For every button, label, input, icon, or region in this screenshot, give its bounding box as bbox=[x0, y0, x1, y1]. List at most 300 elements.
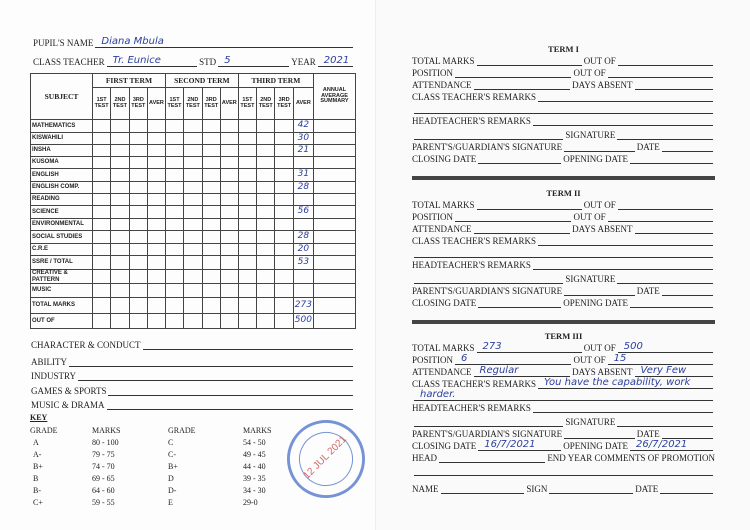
mark-cell[interactable]: 20 bbox=[293, 244, 313, 256]
mark-cell[interactable]: 53 bbox=[293, 256, 313, 270]
std-value[interactable]: 5 bbox=[218, 57, 289, 67]
mark-cell[interactable] bbox=[111, 256, 129, 270]
mark-cell[interactable] bbox=[202, 133, 220, 145]
form-line bbox=[412, 391, 715, 401]
absent-label: DAYS ABSENT bbox=[572, 367, 633, 377]
year-value[interactable]: 2021 bbox=[318, 57, 353, 67]
position-field[interactable] bbox=[455, 68, 571, 78]
mark-cell[interactable] bbox=[275, 298, 293, 314]
mark-cell[interactable] bbox=[148, 244, 166, 256]
annual-cell[interactable] bbox=[314, 219, 356, 231]
mark-cell[interactable] bbox=[257, 284, 275, 298]
mark-cell[interactable] bbox=[184, 244, 202, 256]
mark-cell[interactable] bbox=[238, 145, 256, 157]
headteacher-remarks-field[interactable] bbox=[533, 403, 713, 413]
attendance-field[interactable]: Regular bbox=[474, 367, 571, 377]
mark-cell[interactable] bbox=[220, 194, 238, 206]
signature-field[interactable] bbox=[617, 130, 713, 140]
mark-cell[interactable] bbox=[202, 120, 220, 133]
mark-cell[interactable] bbox=[93, 145, 111, 157]
parent-signature-field[interactable] bbox=[564, 429, 635, 439]
attendance-field[interactable] bbox=[474, 224, 571, 234]
mark-cell[interactable] bbox=[293, 194, 313, 206]
mark-cell[interactable] bbox=[220, 298, 238, 314]
absent-label: DAYS ABSENT bbox=[572, 80, 633, 90]
mark-cell[interactable] bbox=[184, 314, 202, 329]
conduct-field[interactable] bbox=[108, 386, 353, 396]
mark-cell[interactable]: 56 bbox=[293, 206, 313, 219]
pupil-name[interactable]: Diana Mbula bbox=[95, 38, 353, 48]
std-label: STD bbox=[199, 57, 217, 67]
mark-cell[interactable] bbox=[257, 120, 275, 133]
mark-cell[interactable] bbox=[202, 145, 220, 157]
annual-cell[interactable] bbox=[314, 169, 356, 182]
position-out-of-field[interactable]: 15 bbox=[608, 355, 713, 365]
mark-cell[interactable] bbox=[257, 145, 275, 157]
mark-cell[interactable] bbox=[93, 182, 111, 194]
mark-cell[interactable] bbox=[220, 270, 238, 284]
mark-cell[interactable] bbox=[220, 120, 238, 133]
mark-cell[interactable] bbox=[184, 206, 202, 219]
mark-cell[interactable] bbox=[220, 244, 238, 256]
remarks-continued-field[interactable] bbox=[414, 248, 713, 258]
mark-cell[interactable] bbox=[275, 244, 293, 256]
mark-cell[interactable] bbox=[220, 169, 238, 182]
mark-cell[interactable] bbox=[165, 256, 183, 270]
position-out-of-field[interactable] bbox=[608, 212, 713, 222]
mark-cell[interactable] bbox=[257, 231, 275, 244]
mark-cell[interactable] bbox=[111, 133, 129, 145]
mark-cell[interactable] bbox=[257, 314, 275, 329]
mark-cell[interactable] bbox=[202, 157, 220, 169]
mark-cell[interactable] bbox=[220, 314, 238, 329]
sign-field[interactable] bbox=[549, 484, 633, 494]
mark-cell[interactable] bbox=[293, 284, 313, 298]
class-teacher-remarks-field[interactable] bbox=[538, 236, 713, 246]
mark-cell[interactable] bbox=[111, 231, 129, 244]
annual-cell[interactable] bbox=[314, 145, 356, 157]
key-marks: 49 - 45 bbox=[243, 450, 266, 459]
mark-cell[interactable] bbox=[111, 314, 129, 329]
position-field[interactable]: 6 bbox=[455, 355, 571, 365]
mark-cell[interactable] bbox=[184, 270, 202, 284]
parent-signature-field[interactable] bbox=[564, 286, 635, 296]
mark-cell[interactable] bbox=[93, 194, 111, 206]
annual-cell[interactable] bbox=[314, 244, 356, 256]
mark-cell[interactable] bbox=[129, 256, 147, 270]
mark-cell[interactable] bbox=[93, 314, 111, 329]
signature-field[interactable] bbox=[617, 417, 713, 427]
opening-date-field[interactable] bbox=[630, 298, 713, 308]
table-row bbox=[31, 120, 356, 133]
mark-cell[interactable] bbox=[129, 219, 147, 231]
mark-cell[interactable] bbox=[238, 133, 256, 145]
conduct-field[interactable] bbox=[78, 371, 353, 381]
attendance-field[interactable] bbox=[474, 80, 571, 90]
mark-cell[interactable] bbox=[238, 231, 256, 244]
mark-cell[interactable] bbox=[257, 244, 275, 256]
total-marks-field[interactable] bbox=[477, 200, 582, 210]
date-label: DATE bbox=[635, 484, 659, 494]
mark-cell[interactable] bbox=[148, 169, 166, 182]
mark-cell[interactable] bbox=[275, 182, 293, 194]
mark-cell[interactable] bbox=[111, 145, 129, 157]
mark-cell[interactable] bbox=[148, 120, 166, 133]
form-line bbox=[412, 154, 715, 164]
mark-cell[interactable] bbox=[238, 314, 256, 329]
mark-cell[interactable] bbox=[165, 157, 183, 169]
mark-cell[interactable] bbox=[202, 169, 220, 182]
date-field[interactable] bbox=[662, 286, 713, 296]
mark-cell[interactable] bbox=[111, 284, 129, 298]
mark-cell[interactable] bbox=[165, 194, 183, 206]
headteacher-remarks-field[interactable] bbox=[533, 116, 713, 126]
mark-cell[interactable] bbox=[93, 244, 111, 256]
mark-cell[interactable] bbox=[148, 256, 166, 270]
mark-cell[interactable] bbox=[238, 256, 256, 270]
mark-cell[interactable] bbox=[238, 244, 256, 256]
blank-field[interactable] bbox=[414, 274, 563, 284]
subcol-header: 3RD TEST bbox=[129, 88, 147, 120]
mark-cell[interactable] bbox=[165, 314, 183, 329]
closing-date-field[interactable]: 16/7/2021 bbox=[478, 441, 561, 451]
mark-cell[interactable] bbox=[275, 270, 293, 284]
opening-date-field[interactable] bbox=[630, 154, 713, 164]
mark-cell[interactable] bbox=[148, 157, 166, 169]
mark-cell[interactable] bbox=[275, 206, 293, 219]
mark-cell[interactable] bbox=[165, 206, 183, 219]
mark-cell[interactable] bbox=[257, 256, 275, 270]
outof-label: OUT OF bbox=[573, 212, 606, 222]
table-row bbox=[31, 219, 356, 231]
mark-cell[interactable] bbox=[111, 120, 129, 133]
position-out-of-field[interactable] bbox=[608, 68, 713, 78]
mark-cell[interactable] bbox=[184, 182, 202, 194]
subject-name: MATHEMATICS bbox=[31, 120, 93, 133]
mark-cell[interactable] bbox=[257, 298, 275, 314]
mark-cell[interactable] bbox=[202, 256, 220, 270]
mark-cell[interactable] bbox=[202, 298, 220, 314]
mark-cell[interactable] bbox=[111, 244, 129, 256]
name-field[interactable] bbox=[441, 484, 525, 494]
mark-cell[interactable] bbox=[129, 206, 147, 219]
teacher-name[interactable]: Tr. Eunice bbox=[107, 57, 198, 67]
mark-cell[interactable] bbox=[129, 231, 147, 244]
mark-cell[interactable] bbox=[220, 231, 238, 244]
mark-cell[interactable] bbox=[275, 133, 293, 145]
headteacher-remarks-field[interactable] bbox=[533, 260, 713, 270]
mark-cell[interactable] bbox=[238, 157, 256, 169]
mark-cell[interactable] bbox=[93, 169, 111, 182]
out-of-field[interactable]: 500 bbox=[618, 343, 713, 353]
annual-cell[interactable] bbox=[314, 256, 356, 270]
mark-cell[interactable] bbox=[129, 270, 147, 284]
mark-cell[interactable] bbox=[184, 120, 202, 133]
mark-cell[interactable] bbox=[220, 157, 238, 169]
signature-label: SIGNATURE bbox=[565, 417, 616, 427]
mark-cell[interactable] bbox=[184, 133, 202, 145]
mark-cell[interactable] bbox=[293, 219, 313, 231]
mark-cell[interactable] bbox=[257, 270, 275, 284]
mark-cell[interactable] bbox=[257, 206, 275, 219]
mark-cell[interactable]: 42 bbox=[293, 120, 313, 133]
mark-cell[interactable] bbox=[148, 206, 166, 219]
annual-cell[interactable] bbox=[314, 231, 356, 244]
subject-name: KISWAHILI bbox=[31, 133, 93, 145]
mark-cell[interactable]: 273 bbox=[293, 298, 313, 314]
mark-cell[interactable] bbox=[184, 145, 202, 157]
mark-cell[interactable] bbox=[275, 194, 293, 206]
mark-cell[interactable] bbox=[129, 169, 147, 182]
days-absent-field[interactable] bbox=[635, 80, 713, 90]
mark-cell[interactable] bbox=[148, 145, 166, 157]
mark-cell[interactable] bbox=[93, 284, 111, 298]
mark-cell[interactable] bbox=[220, 284, 238, 298]
head-label: HEAD bbox=[412, 453, 437, 463]
mark-cell[interactable] bbox=[238, 120, 256, 133]
annual-cell[interactable] bbox=[314, 284, 356, 298]
table-row bbox=[31, 244, 356, 256]
mark-cell[interactable] bbox=[238, 270, 256, 284]
opening-date-field[interactable]: 26/7/2021 bbox=[630, 441, 713, 451]
mark-cell[interactable] bbox=[111, 169, 129, 182]
conduct-label: INDUSTRY bbox=[31, 371, 77, 381]
mark-cell[interactable] bbox=[257, 182, 275, 194]
mark-cell[interactable] bbox=[129, 182, 147, 194]
annual-cell[interactable] bbox=[314, 194, 356, 206]
mark-cell[interactable] bbox=[111, 298, 129, 314]
mark-cell[interactable] bbox=[220, 206, 238, 219]
form-line bbox=[412, 274, 715, 284]
closing-date-field[interactable] bbox=[478, 154, 561, 164]
mark-cell[interactable] bbox=[238, 169, 256, 182]
mark-cell[interactable] bbox=[184, 298, 202, 314]
mark-cell[interactable] bbox=[202, 270, 220, 284]
mark-cell[interactable] bbox=[202, 314, 220, 329]
mark-cell[interactable] bbox=[238, 182, 256, 194]
mark-cell[interactable] bbox=[93, 231, 111, 244]
mark-cell[interactable]: 21 bbox=[293, 145, 313, 157]
mark-cell[interactable] bbox=[184, 169, 202, 182]
out-of-field[interactable] bbox=[618, 56, 713, 66]
annual-cell[interactable] bbox=[314, 206, 356, 219]
mark-cell[interactable] bbox=[202, 194, 220, 206]
conduct-field[interactable] bbox=[143, 340, 353, 350]
mark-cell[interactable] bbox=[148, 133, 166, 145]
mark-cell[interactable] bbox=[202, 284, 220, 298]
class-teacher-remarks-field[interactable] bbox=[538, 92, 713, 102]
mark-cell[interactable] bbox=[275, 120, 293, 133]
conduct-field[interactable] bbox=[69, 357, 353, 367]
mark-cell[interactable] bbox=[275, 314, 293, 329]
mark-cell[interactable] bbox=[220, 256, 238, 270]
key-grade: A bbox=[33, 438, 39, 447]
term-title: TERM I bbox=[548, 44, 579, 54]
mark-cell[interactable] bbox=[202, 231, 220, 244]
mark-cell[interactable] bbox=[293, 157, 313, 169]
subject-name: SOCIAL STUDIES bbox=[31, 231, 93, 244]
mark-cell[interactable] bbox=[238, 284, 256, 298]
mark-cell[interactable] bbox=[220, 145, 238, 157]
outof-label: OUT OF bbox=[583, 343, 616, 353]
mark-cell[interactable] bbox=[129, 314, 147, 329]
blank-field[interactable] bbox=[414, 130, 563, 140]
mark-cell[interactable] bbox=[129, 244, 147, 256]
subject-name: OUT OF bbox=[31, 314, 93, 329]
mark-cell[interactable] bbox=[184, 256, 202, 270]
head-field[interactable] bbox=[439, 453, 545, 463]
days-absent-field[interactable] bbox=[635, 224, 713, 234]
mark-cell[interactable] bbox=[165, 120, 183, 133]
mark-cell[interactable]: 500 bbox=[293, 314, 313, 329]
mark-cell[interactable] bbox=[275, 219, 293, 231]
mark-cell[interactable]: 30 bbox=[293, 133, 313, 145]
mark-cell[interactable] bbox=[129, 298, 147, 314]
mark-cell[interactable] bbox=[184, 231, 202, 244]
mark-cell[interactable] bbox=[165, 231, 183, 244]
mark-cell[interactable] bbox=[165, 145, 183, 157]
mark-cell[interactable] bbox=[257, 157, 275, 169]
mark-cell[interactable] bbox=[148, 219, 166, 231]
mark-cell[interactable] bbox=[93, 133, 111, 145]
annual-cell[interactable] bbox=[314, 270, 356, 284]
signature-field[interactable] bbox=[617, 274, 713, 284]
mark-cell[interactable] bbox=[238, 206, 256, 219]
mark-cell[interactable] bbox=[129, 157, 147, 169]
table-row bbox=[31, 256, 356, 270]
mark-cell[interactable] bbox=[257, 133, 275, 145]
mark-cell[interactable] bbox=[129, 284, 147, 298]
mark-cell[interactable] bbox=[202, 182, 220, 194]
mark-cell[interactable] bbox=[111, 194, 129, 206]
annual-cell[interactable] bbox=[314, 314, 356, 329]
date-field[interactable] bbox=[662, 429, 713, 439]
date-field[interactable] bbox=[662, 142, 713, 152]
out-of-field[interactable] bbox=[618, 200, 713, 210]
mark-cell[interactable] bbox=[238, 194, 256, 206]
mark-cell[interactable] bbox=[202, 206, 220, 219]
days-absent-field[interactable]: Very Few bbox=[635, 367, 713, 377]
mark-cell[interactable] bbox=[165, 133, 183, 145]
mark-cell[interactable] bbox=[129, 145, 147, 157]
mark-cell[interactable] bbox=[184, 157, 202, 169]
mark-cell[interactable] bbox=[165, 244, 183, 256]
mark-cell[interactable] bbox=[257, 194, 275, 206]
mark-cell[interactable] bbox=[238, 298, 256, 314]
position-field[interactable] bbox=[455, 212, 571, 222]
annual-cell[interactable] bbox=[314, 182, 356, 194]
end-date-field[interactable] bbox=[660, 484, 713, 494]
annual-cell[interactable] bbox=[314, 133, 356, 145]
mark-cell[interactable] bbox=[129, 133, 147, 145]
mark-cell[interactable] bbox=[93, 256, 111, 270]
mark-cell[interactable]: 28 bbox=[293, 231, 313, 244]
mark-cell[interactable] bbox=[275, 169, 293, 182]
subcol-header: AVER bbox=[148, 88, 166, 120]
annual-cell[interactable] bbox=[314, 120, 356, 133]
mark-cell[interactable] bbox=[148, 314, 166, 329]
mark-cell[interactable] bbox=[275, 256, 293, 270]
mark-cell[interactable] bbox=[257, 219, 275, 231]
remarks-continued-field[interactable]: harder. bbox=[414, 391, 713, 401]
mark-cell[interactable] bbox=[111, 206, 129, 219]
mark-cell[interactable] bbox=[148, 284, 166, 298]
mark-cell[interactable] bbox=[220, 219, 238, 231]
conduct-field[interactable] bbox=[107, 400, 353, 410]
mark-cell[interactable] bbox=[165, 298, 183, 314]
mark-cell[interactable]: 31 bbox=[293, 169, 313, 182]
annual-cell[interactable] bbox=[314, 298, 356, 314]
mark-cell[interactable] bbox=[148, 298, 166, 314]
mark-cell[interactable] bbox=[148, 194, 166, 206]
mark-cell[interactable] bbox=[202, 244, 220, 256]
mark-cell[interactable] bbox=[165, 169, 183, 182]
mark-cell[interactable] bbox=[257, 169, 275, 182]
mark-cell[interactable] bbox=[111, 219, 129, 231]
mark-cell[interactable] bbox=[220, 133, 238, 145]
mark-cell[interactable] bbox=[165, 219, 183, 231]
mark-cell[interactable] bbox=[93, 206, 111, 219]
mark-cell[interactable] bbox=[165, 284, 183, 298]
total-marks-field[interactable]: 273 bbox=[477, 343, 582, 353]
total-marks-field[interactable] bbox=[477, 56, 582, 66]
table-row bbox=[31, 133, 356, 145]
header-row bbox=[31, 74, 356, 88]
mark-cell[interactable] bbox=[111, 157, 129, 169]
subject-name: ENVIRONMENTAL bbox=[31, 219, 93, 231]
mark-cell[interactable] bbox=[148, 270, 166, 284]
mark-cell[interactable] bbox=[275, 145, 293, 157]
mark-cell[interactable] bbox=[93, 298, 111, 314]
mark-cell[interactable] bbox=[111, 270, 129, 284]
mark-cell[interactable] bbox=[202, 219, 220, 231]
remarks-continued-field[interactable] bbox=[414, 104, 713, 114]
closing-date-field[interactable] bbox=[478, 298, 561, 308]
subject-name: SCIENCE bbox=[31, 206, 93, 219]
mark-cell[interactable] bbox=[165, 182, 183, 194]
mark-cell[interactable] bbox=[220, 182, 238, 194]
total-label: TOTAL MARKS bbox=[412, 343, 475, 353]
parent-signature-field[interactable] bbox=[564, 142, 635, 152]
mark-cell[interactable] bbox=[148, 182, 166, 194]
mark-cell[interactable] bbox=[238, 219, 256, 231]
form-line bbox=[412, 224, 715, 234]
mark-cell[interactable] bbox=[275, 284, 293, 298]
mark-cell[interactable] bbox=[93, 270, 111, 284]
mark-cell[interactable] bbox=[93, 219, 111, 231]
mark-cell[interactable] bbox=[275, 231, 293, 244]
mark-cell[interactable] bbox=[275, 157, 293, 169]
promotion-comments-field[interactable] bbox=[414, 466, 713, 476]
annual-cell[interactable] bbox=[314, 157, 356, 169]
subject-header: SUBJECT bbox=[31, 74, 93, 120]
mark-cell[interactable]: 28 bbox=[293, 182, 313, 194]
conduct-label: CHARACTER & CONDUCT bbox=[31, 340, 141, 350]
mark-cell[interactable] bbox=[93, 120, 111, 133]
mark-cell[interactable] bbox=[111, 182, 129, 194]
mark-cell[interactable] bbox=[129, 120, 147, 133]
mark-cell[interactable] bbox=[293, 270, 313, 284]
mark-cell[interactable] bbox=[93, 157, 111, 169]
mark-cell[interactable] bbox=[184, 284, 202, 298]
mark-cell[interactable] bbox=[184, 219, 202, 231]
mark-cell[interactable] bbox=[129, 194, 147, 206]
mark-cell[interactable] bbox=[184, 194, 202, 206]
mark-cell[interactable] bbox=[148, 231, 166, 244]
blank-field[interactable] bbox=[414, 417, 563, 427]
class-teacher-remarks-field[interactable]: You have the capability, work bbox=[538, 379, 713, 389]
mark-cell[interactable] bbox=[165, 270, 183, 284]
